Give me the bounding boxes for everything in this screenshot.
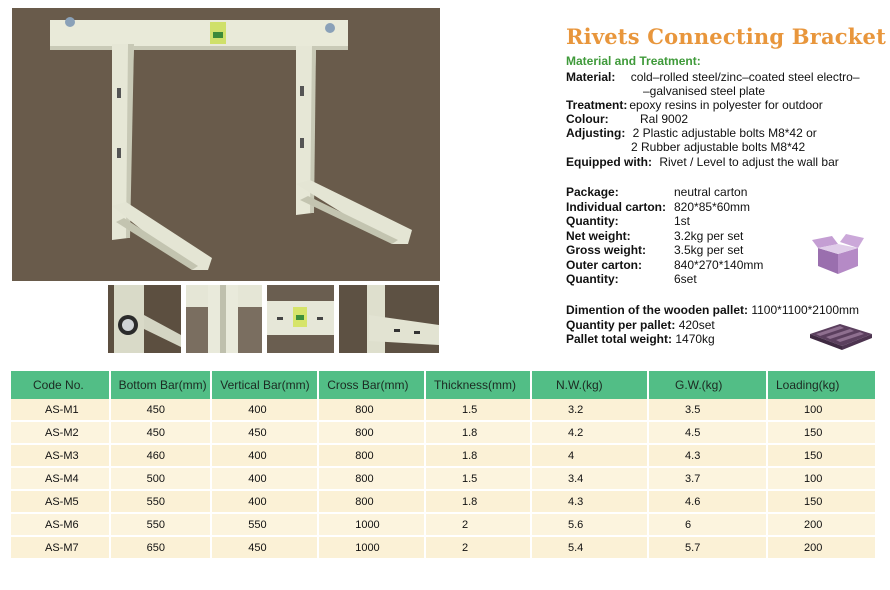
col-loading: Loading(kg) <box>767 371 876 399</box>
table-cell: 1.5 <box>425 467 531 490</box>
table-cell: 200 <box>767 536 876 559</box>
outer-quantity-value: 6set <box>674 272 697 286</box>
table-cell: 1000 <box>318 513 425 536</box>
col-gw: G.W.(kg) <box>648 371 767 399</box>
table-cell: 460 <box>110 444 212 467</box>
pallet-weight-label: Pallet total weight: <box>566 332 673 346</box>
table-cell: 4.6 <box>648 490 767 513</box>
col-cross-bar: Cross Bar(mm) <box>318 371 425 399</box>
table-cell: 800 <box>318 467 425 490</box>
table-cell: 4.3 <box>648 444 767 467</box>
table-cell: 400 <box>211 490 318 513</box>
table-header-row <box>11 371 876 399</box>
table-cell: 5.7 <box>648 536 767 559</box>
table-cell: 2 <box>425 536 531 559</box>
col-thickness: Thickness(mm) <box>425 371 531 399</box>
pallet-quantity <box>566 318 715 332</box>
table-cell: 550 <box>110 490 212 513</box>
net-weight-label: Net weight: <box>566 229 631 243</box>
table-cell: AS-M7 <box>11 536 110 559</box>
individual-carton-label: Individual carton: <box>566 200 667 214</box>
thumbnail-level-detail <box>267 285 334 353</box>
spec-treatment <box>566 98 823 112</box>
table-cell: 5.4 <box>531 536 648 559</box>
spec-material <box>566 70 860 84</box>
spec-colour-value: Ral 9002 <box>640 112 689 126</box>
table-row <box>11 421 876 444</box>
table-cell: 200 <box>767 513 876 536</box>
spec-material-label: Material: <box>566 70 616 84</box>
table-cell: 400 <box>211 467 318 490</box>
pallet-dimension-value: 1100*1100*2100mm <box>751 303 859 317</box>
table-cell: 4.5 <box>648 421 767 444</box>
table-cell: 800 <box>318 399 425 421</box>
table-cell: 400 <box>211 399 318 421</box>
table-cell: 500 <box>110 467 212 490</box>
package-label: Package: <box>566 185 619 199</box>
table-cell: 1.8 <box>425 444 531 467</box>
quantity-label: Quantity: <box>566 214 619 228</box>
spec-adjusting-value: 2 Plastic adjustable bolts M8*42 or <box>632 126 817 140</box>
pallet-quantity-value: 420set <box>678 318 715 332</box>
table-cell: 150 <box>767 421 876 444</box>
spec-equipped-label: Equipped with: <box>566 155 652 169</box>
table-cell: 3.4 <box>531 467 648 490</box>
package-value: neutral carton <box>674 185 748 199</box>
table-cell: 1.8 <box>425 421 531 444</box>
table-cell: 650 <box>110 536 212 559</box>
table-cell: 550 <box>110 513 212 536</box>
gross-weight-label: Gross weight: <box>566 243 647 257</box>
outer-carton-label: Outer carton: <box>566 258 643 272</box>
spec-treatment-label: Treatment: <box>566 98 628 112</box>
pallet-quantity-label: Quantity per pallet: <box>566 318 676 332</box>
table-cell: AS-M3 <box>11 444 110 467</box>
col-vertical-bar: Vertical Bar(mm) <box>211 371 318 399</box>
table-row <box>11 490 876 513</box>
table-row <box>11 513 876 536</box>
table-cell: 2 <box>425 513 531 536</box>
spec-adjusting-label: Adjusting: <box>566 126 626 140</box>
outer-quantity-label: Quantity: <box>566 272 619 286</box>
spec-colour-label: Colour: <box>566 112 609 126</box>
table-cell: 3.2 <box>531 399 648 421</box>
product-photo <box>12 8 440 281</box>
pallet-dimension <box>566 303 859 317</box>
table-cell: 450 <box>211 421 318 444</box>
table-cell: 150 <box>767 490 876 513</box>
spec-equipped-value: Rivet / Level to adjust the wall bar <box>659 155 839 169</box>
spec-treatment-value: epoxy resins in polyester for outdoor <box>629 98 823 112</box>
table-cell: 6 <box>648 513 767 536</box>
thumbnail-bolt-detail <box>108 285 181 353</box>
table-cell: 450 <box>211 536 318 559</box>
pallet-dimension-label: Dimention of the wooden pallet: <box>566 303 748 317</box>
outer-carton-value: 840*270*140mm <box>674 258 764 272</box>
col-code: Code No. <box>11 371 110 399</box>
spec-adjusting <box>566 126 817 140</box>
table-cell: 1000 <box>318 536 425 559</box>
table-cell: 5.6 <box>531 513 648 536</box>
product-title: Rivets Connecting Bracket <box>566 24 886 49</box>
net-weight-value: 3.2kg per set <box>674 229 744 243</box>
table-cell: 1.8 <box>425 490 531 513</box>
gross-weight-value: 3.5kg per set <box>674 243 744 257</box>
table-cell: 800 <box>318 490 425 513</box>
table-cell: AS-M6 <box>11 513 110 536</box>
table-cell: AS-M1 <box>11 399 110 421</box>
quantity-value: 1st <box>674 214 691 228</box>
table-row <box>11 467 876 490</box>
col-bottom-bar: Bottom Bar(mm) <box>110 371 212 399</box>
table-cell: 100 <box>767 467 876 490</box>
spec-equipped <box>566 155 839 169</box>
section-heading: Material and Treatment: <box>566 54 701 68</box>
table-cell: 4.3 <box>531 490 648 513</box>
table-cell: AS-M4 <box>11 467 110 490</box>
table-cell: 800 <box>318 444 425 467</box>
spec-table <box>11 371 877 560</box>
wooden-pallet-icon <box>810 322 872 350</box>
table-cell: 150 <box>767 444 876 467</box>
table-row <box>11 444 876 467</box>
carton-box-icon <box>812 232 864 276</box>
individual-carton-value: 820*85*60mm <box>674 200 751 214</box>
table-row <box>11 399 876 421</box>
table-cell: 550 <box>211 513 318 536</box>
table-cell: AS-M5 <box>11 490 110 513</box>
table-cell: 450 <box>110 399 212 421</box>
pallet-weight <box>566 332 715 346</box>
table-cell: 450 <box>110 421 212 444</box>
table-row <box>11 536 876 559</box>
table-cell: 100 <box>767 399 876 421</box>
table-cell: AS-M2 <box>11 421 110 444</box>
table-cell: 1.5 <box>425 399 531 421</box>
spec-material-continued: –galvanised steel plate <box>643 84 766 98</box>
table-cell: 400 <box>211 444 318 467</box>
pallet-weight-value: 1470kg <box>675 332 715 346</box>
spec-material-value: cold–rolled steel/zinc–coated steel electro– <box>630 70 860 84</box>
thumbnail-joint-detail <box>186 285 262 353</box>
table-cell: 4.2 <box>531 421 648 444</box>
table-cell: 3.5 <box>648 399 767 421</box>
thumbnail-bottom-bar-detail <box>339 285 439 353</box>
table-cell: 4 <box>531 444 648 467</box>
col-nw: N.W.(kg) <box>531 371 648 399</box>
table-cell: 800 <box>318 421 425 444</box>
spec-adjusting-continued: 2 Rubber adjustable bolts M8*42 <box>631 140 806 154</box>
table-cell: 3.7 <box>648 467 767 490</box>
spec-colour <box>566 112 688 126</box>
